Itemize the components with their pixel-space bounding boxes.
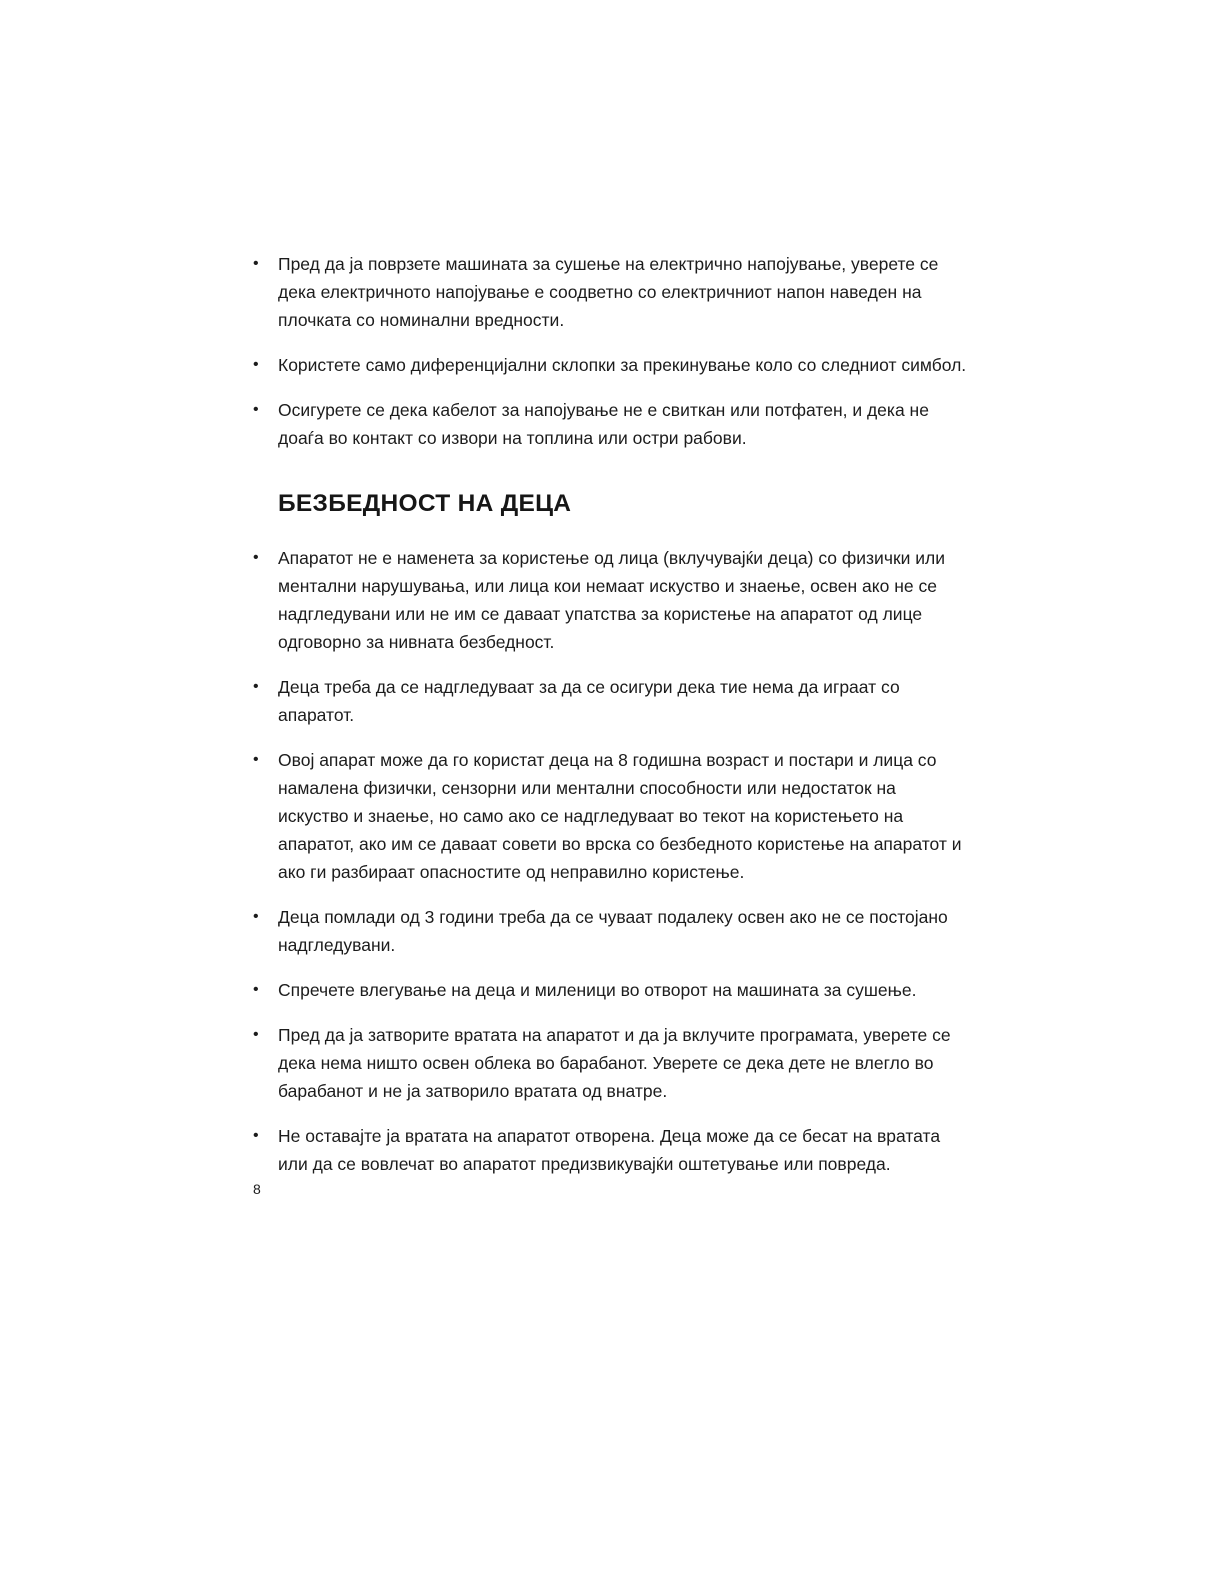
bullet-text: Пред да ја поврзете машината за сушење на електрично напојување, уверете се дека електричното напојување е соодветно со електричниот напон наведен на плочката со номинални вредности. (278, 254, 939, 330)
bullet-marker: • (253, 981, 259, 998)
bullet-item (253, 903, 969, 959)
intro-bullet-list (253, 250, 969, 452)
child-safety-bullet-list (253, 544, 969, 1178)
section-heading: БЕЗБЕДНОСТ НА ДЕЦА (278, 490, 572, 517)
bullet-text: Пред да ја затворите вратата на апаратот и да ја вклучите програмата, уверете се дека нема ништо освен облека во барабанот. Уверете се дека дете не влегло во барабанот и не ја затворило вратата од внатре. (278, 1025, 951, 1101)
bullet-marker: • (253, 549, 259, 566)
bullet-item (253, 746, 969, 886)
bullet-item (253, 250, 969, 334)
bullet-text: Деца помлади од 3 години треба да се чуваат подалеку освен ако не се постојано надгледувани. (278, 907, 948, 955)
bullet-text: Користете само диференцијални склопки за прекинување коло со следниот симбол. (278, 355, 967, 375)
bullet-text: Деца треба да се надгледуваат за да се осигури дека тие нема да играат со апаратот. (278, 677, 900, 725)
bullet-item (253, 351, 969, 379)
bullet-marker: • (253, 908, 259, 925)
bullet-item (253, 673, 969, 729)
page-number: 8 (253, 1181, 261, 1197)
bullet-text: Не оставајте ја вратата на апаратот отворена. Деца може да се бесат на вратата или да се вовлечат во апаратот предизвикувајќи оштетување или повреда. (278, 1126, 941, 1174)
bullet-item (253, 1122, 969, 1178)
bullet-item (253, 976, 969, 1004)
bullet-marker: • (253, 678, 259, 695)
bullet-text: Спречете влегување на деца и миленици во отворот на машината за сушење. (278, 980, 917, 1000)
bullet-item (253, 544, 969, 656)
bullet-item (253, 396, 969, 452)
bullet-marker: • (253, 356, 259, 373)
bullet-text: Апаратот не е наменета за користење од лица (вклучувајќи деца) со физички или ментални нарушувања, или лица кои немаат искуство и знаење, освен ако не се надгледувани или не им се даваат упатства за користење на апаратот од лице одговорно за нивната безбедност. (278, 548, 945, 652)
bullet-marker: • (253, 1127, 259, 1144)
bullet-marker: • (253, 751, 259, 768)
bullet-marker: • (253, 1026, 259, 1043)
bullet-text: Овој апарат може да го користат деца на 8 годишна возраст и постари и лица со намалена физички, сензорни или ментални способности или недостаток на искуство и знаење, но само ако се надгледуваат во текот на користењето на апаратот, ако им се даваат совети во врска со безбедното користење на апаратот и ако ги разбираат опасностите од неправилно користење. (278, 750, 962, 882)
bullet-marker: • (253, 401, 259, 418)
bullet-marker: • (253, 255, 259, 272)
bullet-text: Осигурете се дека кабелот за напојување не е свиткан или потфатен, и дека не доаѓа во контакт со извори на топлина или остри рабови. (278, 400, 929, 448)
bullet-item (253, 1021, 969, 1105)
